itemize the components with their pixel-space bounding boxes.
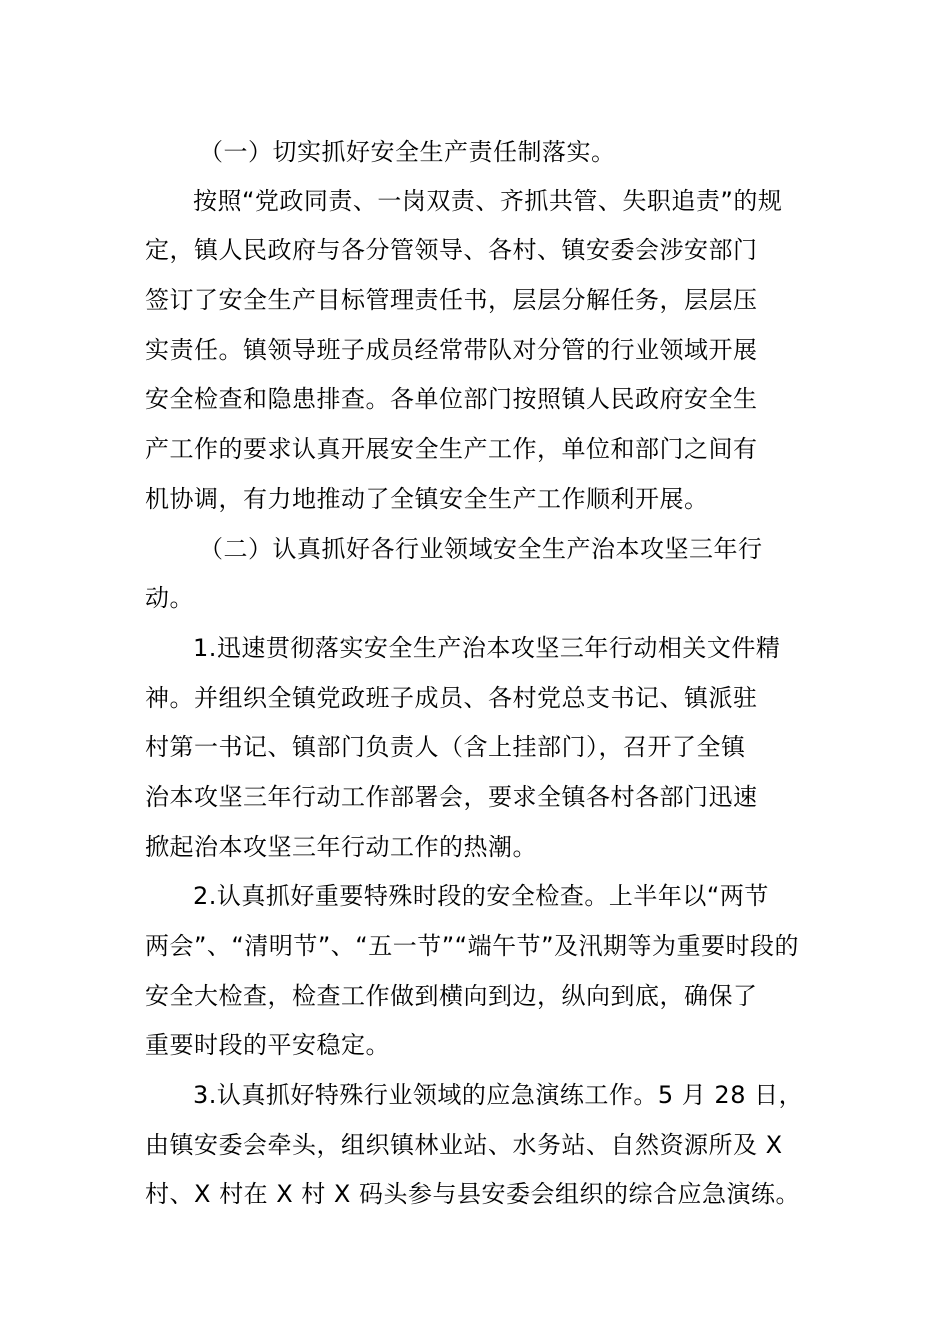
paragraph-line: 实责任。镇领导班子成员经常带队对分管的行业领域开展: [145, 336, 758, 364]
paragraph-line: 重要时段的平安稳定。: [145, 1031, 390, 1059]
paragraph-line: 掀起治本攻坚三年行动工作的热潮。: [145, 833, 537, 861]
paragraph-line: 动。: [145, 584, 194, 612]
paragraph-line: 安全检查和隐患排查。各单位部门按照镇人民政府安全生: [145, 385, 758, 413]
paragraph-line: 定，镇人民政府与各分管领导、各村、镇安委会涉安部门: [145, 236, 758, 264]
paragraph-line: 安全大检查，检查工作做到横向到边，纵向到底，确保了: [145, 982, 758, 1010]
section-heading-2: （二）认真抓好各行业领域安全生产治本攻坚三年行: [199, 535, 763, 563]
section-heading-1: （一）切实抓好安全生产责任制落实。: [199, 138, 616, 166]
paragraph-line: 2.认真抓好重要特殊时段的安全检查。上半年以“两节: [193, 882, 769, 910]
paragraph-line: 机协调，有力地推动了全镇安全生产工作顺利开展。: [145, 485, 709, 513]
paragraph-line: 按照“党政同责、一岗双责、齐抓共管、失职追责”的规: [193, 187, 783, 215]
paragraph-line: 1.迅速贯彻落实安全生产治本攻坚三年行动相关文件精: [193, 634, 781, 662]
paragraph-line: 神。并组织全镇党政班子成员、各村党总支书记、镇派驻: [145, 684, 758, 712]
paragraph-line: 村、X 村在 X 村 X 码头参与县安委会组织的综合应急演练。: [145, 1180, 800, 1208]
paragraph-line: 村第一书记、镇部门负责人（含上挂部门），召开了全镇: [145, 733, 746, 761]
paragraph-line: 产工作的要求认真开展安全生产工作，单位和部门之间有: [145, 435, 758, 463]
paragraph-line: 签订了安全生产目标管理责任书，层层分解任务，层层压: [145, 286, 758, 314]
paragraph-line: 由镇安委会牵头，组织镇林业站、水务站、自然资源所及 X: [145, 1131, 783, 1159]
paragraph-line: 两会”、“清明节”、“五一节”“端午节”及汛期等为重要时段的: [145, 932, 800, 960]
paragraph-line: 治本攻坚三年行动工作部署会，要求全镇各村各部门迅速: [145, 783, 758, 811]
paragraph-line: 3.认真抓好特殊行业领域的应急演练工作。5 月 28 日，: [193, 1081, 804, 1109]
